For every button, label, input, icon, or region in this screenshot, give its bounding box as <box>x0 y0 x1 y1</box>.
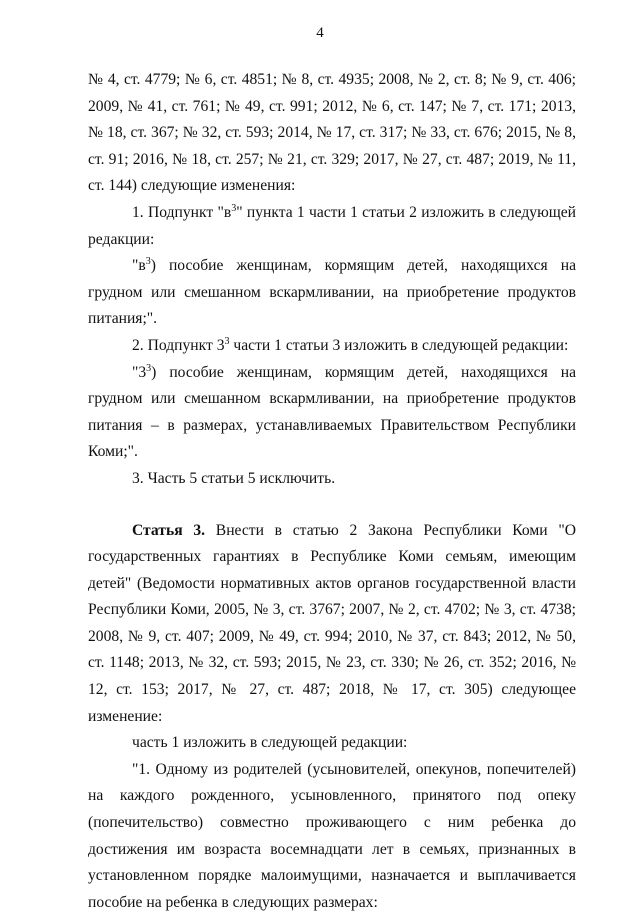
article-heading: Статья 3. <box>132 521 206 539</box>
paragraph-item-3: 3. Часть 5 статьи 5 исключить. <box>132 469 336 487</box>
paragraph-item-1: 1. Подпункт "$в^3$" пункта 1 части 1 статьи 2 изложить в следующей редакции: <box>88 202 576 248</box>
document-body <box>88 67 576 916</box>
article-3-paragraph: Статья 3. Внести в статью 2 Закона Республики Коми "О государственных гарантиях в Республике Коми семьям, имеющим детей" (Ведомости нормативных актов органов государственной власти Республики Коми, 2005, № 3, ст. 3767; 2007, № 2, ст. 4702; № 3, ст. 4738; 2008, № 9, ст. 407; 2009, № 49, ст. 994; 2010, № 37, ст. 843; 2012, № 50, ст. 1148; 2013, № 32, ст. 593; 2015, № 23, ст. 330; № 26, ст. 352; 2016, № 12, ст. 153; 2017, № 27, ст. 487; 2018, № 17, ст. 305) следующее изменение: <box>88 521 576 725</box>
paragraph-quote-2: "$3^3$) пособие женщинам, кормящим детей, находящихся на грудном или смешанном вскармливании, на приобретение продуктов питания – в размерах, устанавливаемых Правительством Республики Коми;". <box>88 362 576 461</box>
section-spacer <box>88 493 576 518</box>
paragraph-instruction: часть 1 изложить в следующей редакции: <box>132 734 408 752</box>
paragraph-quote-3: "1. Одному из родителей (усыновителей, опекунов, попечителей) на каждого рожденного, усыновленного, принятого под опеку (попечительство) совместно проживающего с ним ребенка до достижения им возраста восемнадцати лет в семьях, признанных в установленном порядке малоимущими, назначается и выплачивается пособие на ребенка в следующих размерах: <box>88 760 576 911</box>
page-number: 4 <box>316 25 324 41</box>
paragraph-continuation: № 4, ст. 4779; № 6, ст. 4851; № 8, ст. 4935; 2008, № 2, ст. 8; № 9, ст. 406; 2009, № 41, ст. 761; № 49, ст. 991; 2012, № 6, ст. 147; № 7, ст. 171; 2013, № 18, ст. 367; № 32, ст. 593; 2014, № 17, ст. 317; № 33, ст. 676; 2015, № 8, ст. 91; 2016, № 18, ст. 257; № 21, ст. 329; 2017, № 27, ст. 487; 2019, № 11, ст. 144) следующие изменения: <box>88 71 576 195</box>
paragraph-item-2: 2. Подпункт $3^3$ части 1 статьи 3 изложить в следующей редакции: <box>132 335 569 354</box>
paragraph-quote-1: "$в^3$) пособие женщинам, кормящим детей, находящихся на грудном или смешанном вскармливании, на приобретение продуктов питания;". <box>88 255 576 328</box>
